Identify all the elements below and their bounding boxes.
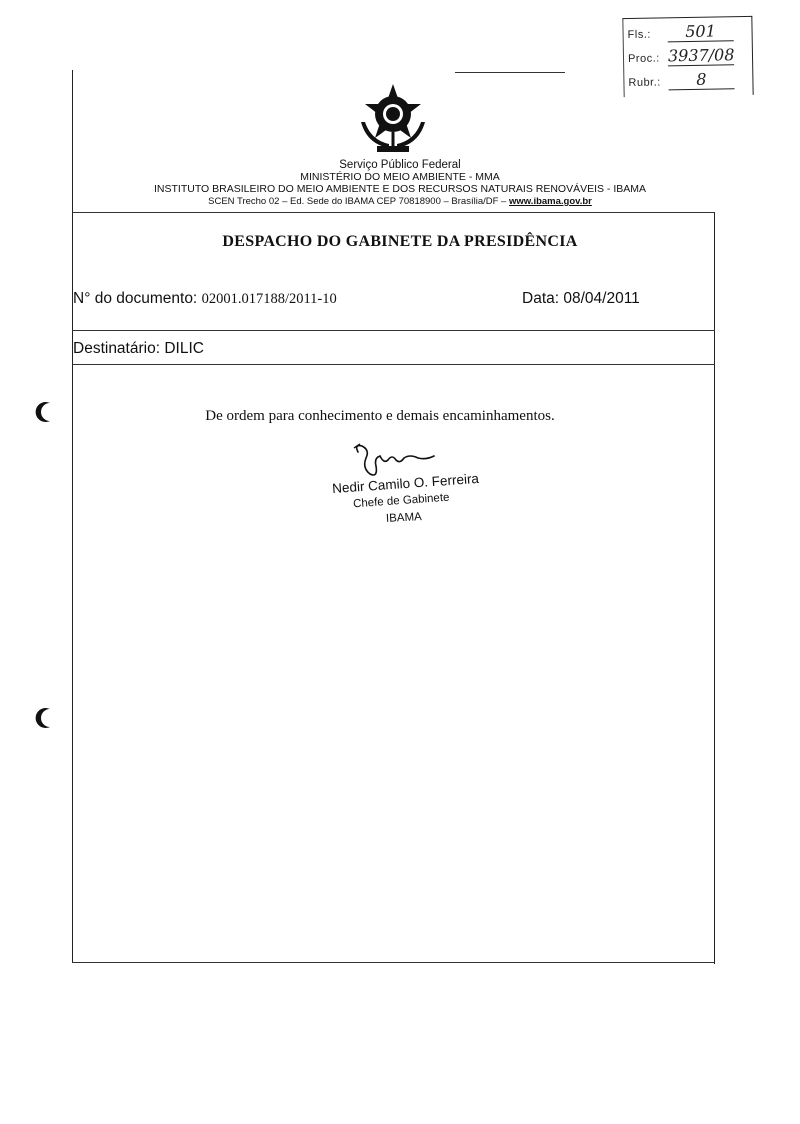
stamp-rubr-label: Rubr.: [628,76,661,90]
dispatch-body-text: De ordem para conhecimento e demais encaminhamentos. [205,408,555,424]
signer-name: Nedir Camilo O. Ferreira [331,470,480,497]
stamp-proc-row [628,45,735,67]
stamp-fls-row [627,21,733,43]
signer-role: Chefe de Gabinete [352,491,450,511]
frame-bottom-border [72,962,715,963]
date-field [522,290,640,308]
recipient-label: Destinatário: [73,340,161,357]
header-institute-line: INSTITUTO BRASILEIRO DO MEIO AMBIENTE E DOS RECURSOS NATURAIS RENOVÁVEIS - IBAMA [153,183,647,195]
header-service-line: Serviço Público Federal [339,159,461,171]
stamp-rubr-row [628,69,734,91]
coat-of-arms-icon [353,82,433,154]
date-label: Data: [522,290,560,307]
stamp-fls-label: Fls.: [627,28,651,42]
stamp-fls-value: 501 [667,21,733,42]
punch-hole-mark-icon [32,706,54,730]
protocol-stamp [622,16,753,97]
stamp-rubr-value: 8 [668,69,734,90]
header-ministry-line: MINISTÉRIO DO MEIO AMBIENTE - MMA [300,171,500,183]
header-address-line [0,196,800,207]
document-title: DESPACHO DO GABINETE DA PRESIDÊNCIA [222,233,578,250]
header-address: SCEN Trecho 02 – Ed. Sede do IBAMA CEP 70818900 – Brasília/DF – [208,196,507,207]
document-number-label: N° do documento: [73,290,198,307]
header-divider [72,212,715,213]
frame-top-line [455,72,565,73]
stamp-proc-label: Proc.: [627,52,660,66]
frame-right-border [714,212,715,964]
document-number-value: 02001.017188/2011-10 [201,291,337,307]
recipient-value: DILIC [164,340,204,357]
header-website-link[interactable]: www.ibama.gov.br [508,196,592,207]
date-value: 08/04/2011 [563,290,640,307]
recipient-divider [72,364,715,365]
stamp-proc-value: 3937/08 [667,45,735,66]
document-number-field [73,290,337,308]
signer-organization: IBAMA [385,511,423,525]
recipient-field [73,340,204,358]
docinfo-divider [72,330,715,331]
punch-hole-mark-icon [32,400,54,424]
